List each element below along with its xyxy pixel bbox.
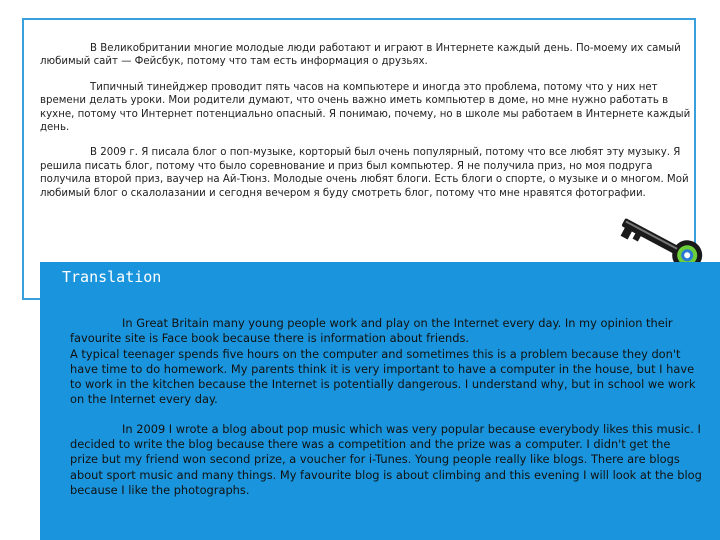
english-sentence: In Great Britain many young people work and play on the Internet every day. In my opinion their favourite site is Face book because there is information about friends. [70,316,673,346]
russian-paragraph: Типичный тинейджер проводит пять часов на компьютере и иногда это проблема, потому что у них нет времени делать уроки. Мои родители думают, что очень важно иметь компьютер в доме, но мне нужно работать в кухне, потому что Интернет потенциально опасный. Я понимаю, почему, но в школе мы работаем в Интернете каждый день. [40,81,691,134]
english-sentence: A typical teenager spends five hours on the computer and sometimes this is a problem because they don't have time to do homework. My parents think it is very important to have a computer in the house, but I have to work in the kitchen because the Internet is potentially dangerous. I understand why, but in school we work on the Internet every day. [70,346,696,407]
english-paragraph: In 2009 I wrote a blog about pop music which was very popular because everybody likes this music. I decided to write the blog because there was a competition and the prize was a computer. I didn't get the prize but my friend won second prize, a voucher for i-Tunes. Young people really like blogs. There are blogs about sport music and many things. My favourite blog is about climbing and this evening I will look at the blog because I like the photographs. [70,421,702,497]
russian-paragraph: В 2009 г. Я писала блог о поп-музыке, корторый был очень популярный, потому что все любят эту музыку. Я решила писать блог, потому что было соревнование и приз был компьютер. Я не получила приз, но моя подруга получила второй приз, ваучер на Ай-Тюнз. Молодые очень любят блоги. Есть блоги о спорте, о музыке и о многом. Мой любимый блог о скалолазании и сегодня вечером я буду смотреть блог, потому что мне нравятся фотографии. [40,147,689,199]
translation-heading: Translation [62,268,162,286]
russian-text [40,42,700,212]
english-text [70,316,702,512]
russian-paragraph: В Великобритании многие молодые люди работают и играют в Интернете каждый день. По-моему их самый любимый сайт — Фейсбук, потому что там есть информация о друзьях. [40,43,681,68]
translation-panel [40,262,720,540]
english-paragraph [70,316,702,408]
